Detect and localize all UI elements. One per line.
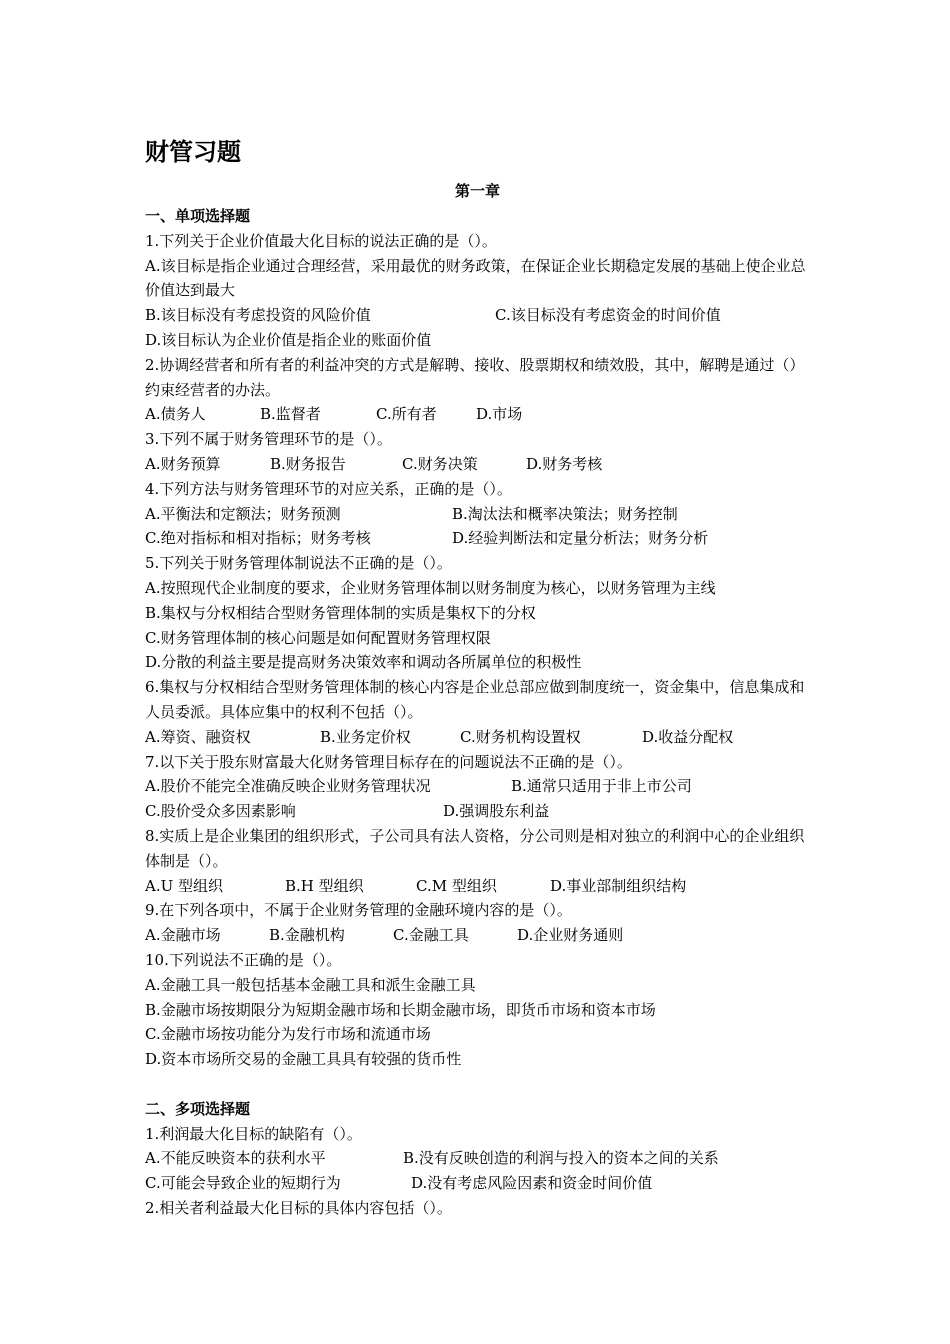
option-c: C.金融市场按功能分为发行市场和流通市场 — [145, 1025, 431, 1044]
option-row — [145, 923, 810, 948]
option-d: D.事业部制组织结构 — [550, 876, 687, 895]
question-stem: 9.在下列各项中，不属于企业财务管理的金融环境内容的是（）。 — [145, 901, 572, 920]
option-c: C.财务决策 — [402, 454, 478, 473]
option-b: B.该目标没有考虑投资的风险价值 — [145, 306, 371, 325]
option-row — [145, 799, 810, 824]
question-stem: 1.利润最大化目标的缺陷有（）。 — [145, 1124, 362, 1143]
option-row — [145, 1171, 810, 1196]
option-d: D.收益分配权 — [642, 727, 734, 746]
option-b: B.通常只适用于非上市公司 — [511, 777, 692, 796]
option-row — [145, 303, 810, 328]
option-b: B.财务报告 — [270, 454, 346, 473]
option-b: B.H 型组织 — [285, 876, 364, 895]
option-row — [145, 502, 810, 527]
question-stem: 2.相关者利益最大化目标的具体内容包括（）。 — [145, 1199, 452, 1218]
option-c: C.可能会导致企业的短期行为 — [145, 1174, 341, 1193]
option-b: B.业务定价权 — [320, 727, 411, 746]
option-d: D.市场 — [476, 405, 523, 424]
option-a: A.不能反映资本的获利水平 — [145, 1149, 326, 1168]
option-c: C.财务管理体制的核心问题是如何配置财务管理权限 — [145, 628, 491, 647]
option-d: D.没有考虑风险因素和资金时间价值 — [411, 1174, 653, 1193]
option-a: A.股价不能完全准确反映企业财务管理状况 — [145, 777, 431, 796]
option-b: B.金融机构 — [269, 926, 345, 945]
option-d: D.经验判断法和定量分析法；财务分析 — [452, 529, 709, 548]
section-heading-multiple-choice: 二、多项选择题 — [145, 1099, 251, 1118]
option-row — [145, 402, 810, 427]
option-b: B.金融市场按期限分为短期金融市场和长期金融市场，即货币市场和资本市场 — [145, 1000, 656, 1019]
option-d: D.该目标认为企业价值是指企业的账面价值 — [145, 330, 432, 349]
option-c: C.绝对指标和相对指标；财务考核 — [145, 529, 371, 548]
option-a: A.债务人 — [145, 405, 206, 424]
section-heading-single-choice: 一、单项选择题 — [145, 207, 251, 225]
option-b: B.集权与分权相结合型财务管理体制的实质是集权下的分权 — [145, 603, 536, 622]
question-stem: 4.下列方法与财务管理环节的对应关系，正确的是（）。 — [145, 479, 512, 498]
option-a: A.平衡法和定额法；财务预测 — [145, 504, 341, 523]
chapter-heading: 第一章 — [454, 182, 500, 200]
question-stem: 1.下列关于企业价值最大化目标的说法正确的是（）。 — [145, 231, 497, 250]
option-row — [145, 725, 810, 750]
option-b: B.淘汰法和概率决策法；财务控制 — [452, 504, 678, 523]
question-stem: 7.以下关于股东财富最大化财务管理目标存在的问题说法不正确的是（）。 — [145, 752, 632, 771]
option-d: D.财务考核 — [526, 454, 603, 473]
option-row — [145, 452, 810, 477]
option-a: A.按照现代企业制度的要求，企业财务管理体制以财务制度为核心，以财务管理为主线 — [145, 578, 716, 597]
question-stem: 5.下列关于财务管理体制说法不正确的是（）。 — [145, 554, 452, 573]
question-stem: 3.下列不属于财务管理环节的是（）。 — [145, 430, 392, 449]
option-a: A.财务预算 — [145, 454, 221, 473]
option-b: B.没有反映创造的利润与投入的资本之间的关系 — [403, 1149, 719, 1168]
option-row — [145, 1146, 810, 1171]
option-a: A.金融市场 — [145, 926, 221, 945]
option-a: A.U 型组织 — [145, 876, 224, 895]
question-stem: 8.实质上是企业集团的组织形式，子公司具有法人资格，分公司则是相对独立的利润中心的企业组织体制是（）。 — [145, 826, 805, 870]
option-d: D.资本市场所交易的金融工具具有较强的货币性 — [145, 1050, 462, 1069]
option-row — [145, 526, 810, 551]
option-c: C.该目标没有考虑资金的时间价值 — [495, 306, 721, 325]
option-d: D.强调股东利益 — [443, 802, 550, 821]
option-c: C.所有者 — [376, 405, 437, 424]
option-c: C.M 型组织 — [416, 876, 497, 895]
option-c: C.股价受众多因素影响 — [145, 802, 296, 821]
document-page — [145, 132, 810, 1221]
option-a: A.筹资、融资权 — [145, 727, 251, 746]
option-a: A.该目标是指企业通过合理经营，采用最优的财务政策，在保证企业长期稳定发展的基础上使企业总价值达到最大 — [145, 256, 806, 300]
option-a: A.金融工具一般包括基本金融工具和派生金融工具 — [145, 975, 476, 994]
option-c: C.金融工具 — [393, 926, 469, 945]
option-d: D.分散的利益主要是提高财务决策效率和调动各所属单位的积极性 — [145, 653, 582, 672]
question-stem: 2.协调经营者和所有者的利益冲突的方式是解聘、接收、股票期权和绩效股，其中，解聘是通过（）约束经营者的办法。 — [145, 355, 805, 399]
option-b: B.监督者 — [260, 405, 321, 424]
question-stem: 6.集权与分权相结合型财务管理体制的核心内容是企业总部应做到制度统一，资金集中，信息集成和人员委派。具体应集中的权利不包括（）。 — [145, 678, 805, 721]
document-title: 财管习题 — [145, 137, 241, 166]
blank-line — [145, 1072, 810, 1097]
option-row — [145, 874, 810, 899]
question-stem: 10.下列说法不正确的是（）。 — [145, 950, 342, 969]
option-c: C.财务机构设置权 — [460, 727, 581, 746]
option-row — [145, 774, 810, 799]
option-d: D.企业财务通则 — [517, 926, 624, 945]
